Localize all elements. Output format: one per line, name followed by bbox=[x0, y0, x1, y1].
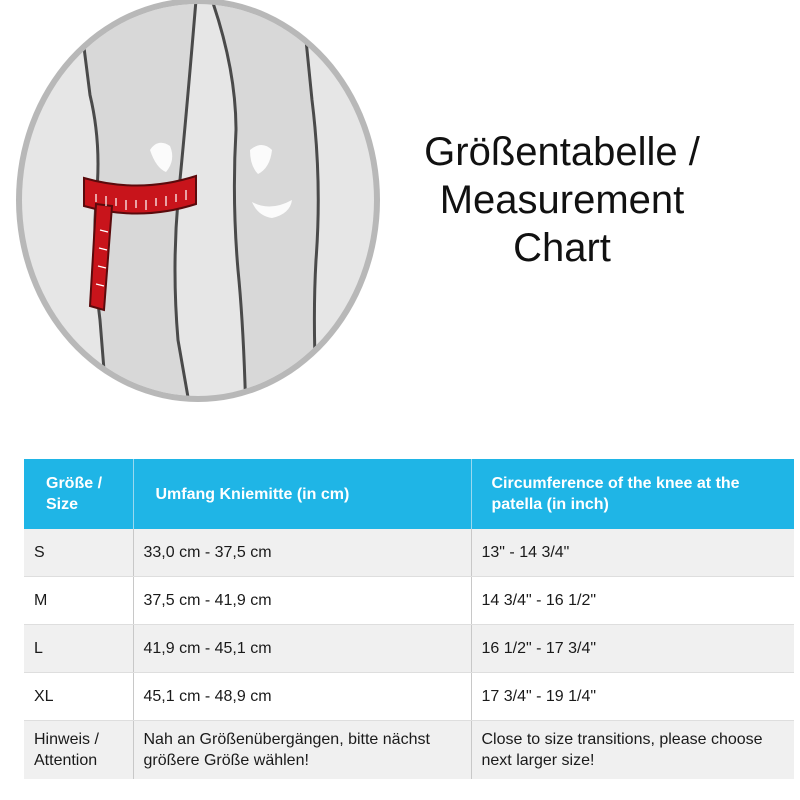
title-line-2: Measurement bbox=[439, 178, 685, 222]
circle-background bbox=[22, 4, 374, 396]
title-line-3: Chart bbox=[513, 226, 611, 270]
cell-size: M bbox=[24, 577, 133, 625]
chart-title bbox=[392, 128, 732, 272]
note-en: Close to size transitions, please choose next larger size! bbox=[471, 721, 794, 780]
cell-inch: 14 3/4" - 16 1/2" bbox=[471, 577, 794, 625]
note-de: Nah an Größenübergängen, bitte nächst größere Größe wählen! bbox=[133, 721, 471, 780]
cell-cm: 33,0 cm - 37,5 cm bbox=[133, 529, 471, 577]
header-cm: Umfang Kniemitte (in cm) bbox=[133, 459, 471, 529]
table-row bbox=[24, 529, 794, 577]
cell-cm: 37,5 cm - 41,9 cm bbox=[133, 577, 471, 625]
note-row bbox=[24, 721, 794, 780]
table-row bbox=[24, 577, 794, 625]
cell-cm: 41,9 cm - 45,1 cm bbox=[133, 625, 471, 673]
table-header-row bbox=[24, 459, 794, 529]
note-label: Hinweis / Attention bbox=[24, 721, 133, 780]
cell-inch: 16 1/2" - 17 3/4" bbox=[471, 625, 794, 673]
header-inch: Circumference of the knee at the patella (in inch) bbox=[471, 459, 794, 529]
knee-measuring-tape-icon bbox=[0, 0, 400, 420]
cell-size: S bbox=[24, 529, 133, 577]
cell-cm: 45,1 cm - 48,9 cm bbox=[133, 673, 471, 721]
cell-inch: 13" - 14 3/4" bbox=[471, 529, 794, 577]
table-row bbox=[24, 673, 794, 721]
cell-size: L bbox=[24, 625, 133, 673]
title-line-1: Größentabelle / bbox=[424, 130, 700, 174]
table-row bbox=[24, 625, 794, 673]
size-table bbox=[24, 459, 794, 779]
header-size: Größe / Size bbox=[24, 459, 133, 529]
knee-illustration bbox=[0, 0, 400, 420]
cell-size: XL bbox=[24, 673, 133, 721]
cell-inch: 17 3/4" - 19 1/4" bbox=[471, 673, 794, 721]
